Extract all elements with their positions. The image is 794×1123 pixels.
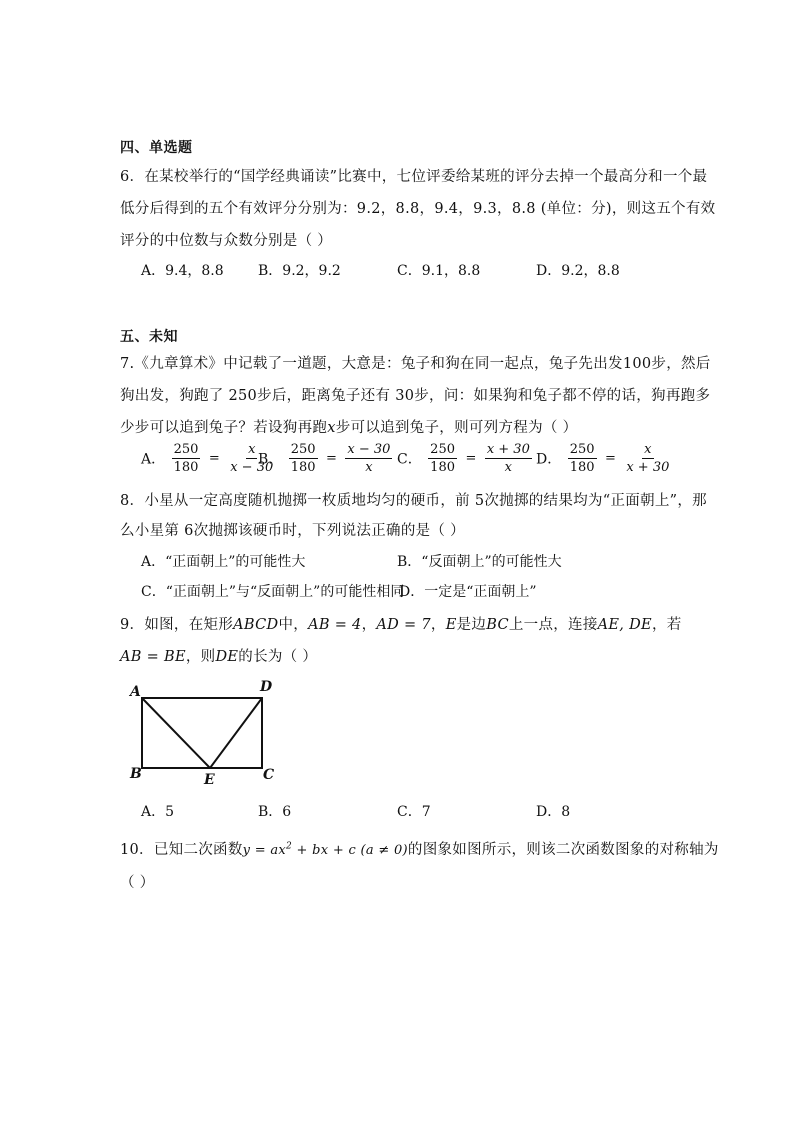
q7-text-line3: 少步可以追到兔子？若设狗再跑x步可以追到兔子，则可列方程为（ ） bbox=[120, 420, 578, 436]
q8-text-line2: 么小星第 6次抛掷该硬币时，下列说法正确的是（ ） bbox=[120, 523, 465, 539]
q10-text-line2: （ ） bbox=[120, 875, 155, 891]
q8-option-b[interactable]: B．“反面朝上”的可能性大 bbox=[397, 554, 562, 570]
q9-option-c[interactable]: C．7 bbox=[397, 804, 431, 820]
q6-option-b[interactable]: B．9.2，9.2 bbox=[258, 263, 341, 279]
q7-option-b[interactable]: B． $\frac{250}{180}$ = $\frac{x - 30}{x}$ bbox=[258, 442, 391, 475]
q6-option-a[interactable]: A．9.4，8.8 bbox=[141, 263, 224, 279]
q9-text-line1: 9．如图，在矩形ABCD中，AB = 4，AD = 7，E是边BC上一点，连接AE, DE，若 bbox=[120, 617, 682, 633]
q6-option-d[interactable]: D．9.2，8.8 bbox=[536, 263, 620, 279]
q9-option-a[interactable]: A．5 bbox=[141, 804, 175, 820]
section-heading-single-choice: 四、单选题 bbox=[120, 140, 193, 156]
q8-option-a[interactable]: A．“正面朝上”的可能性大 bbox=[141, 554, 306, 570]
q8-option-d[interactable]: D．一定是“正面朝上” bbox=[399, 584, 537, 600]
q7-option-d[interactable]: D． $\frac{250}{180}$ = $\frac{x}{x + 30}$ bbox=[536, 442, 670, 475]
q6-option-c[interactable]: C．9.1，8.8 bbox=[397, 263, 481, 279]
vertex-label-b: B bbox=[130, 766, 142, 782]
q9-rectangle-figure bbox=[120, 672, 295, 790]
vertex-label-c: C bbox=[263, 767, 275, 783]
q6-text-line1: 6．在某校举行的“国学经典诵读”比赛中，七位评委给某班的评分去掉一个最高分和一个最 bbox=[120, 169, 708, 185]
q9-option-d[interactable]: D．8 bbox=[536, 804, 571, 820]
segment-de bbox=[210, 698, 262, 768]
segment-ae bbox=[142, 698, 210, 768]
q7-option-a[interactable]: A． $\frac{250}{180}$ = $\frac{x}{x - 30}$ bbox=[141, 442, 274, 475]
q7-text-line1: 7.《九章算术》中记载了一道题，大意是：兔子和狗在同一起点，兔子先出发100步，然后 bbox=[120, 356, 711, 372]
q7-option-c[interactable]: C． $\frac{250}{180}$ = $\frac{x + 30}{x}$ bbox=[397, 442, 530, 475]
q9-text-line2: AB = BE，则DE的长为（ ） bbox=[120, 649, 318, 665]
q7-text-line2: 狗出发，狗跑了 250步后，距离兔子还有 30步，问：如果狗和兔子都不停的话，狗再跑多 bbox=[120, 388, 711, 404]
q9-option-b[interactable]: B．6 bbox=[258, 804, 292, 820]
vertex-label-e: E bbox=[204, 772, 215, 788]
q10-text-line1: 10．已知二次函数$y = ax^2$ + bx + c (a ≠ 0)的图象如图所示，则该二次函数图象的对称轴为 bbox=[120, 841, 719, 858]
q6-text-line2: 低分后得到的五个有效评分分别为：9.2，8.8，9.4，9.3，8.8 (单位：分)，则这五个有效 bbox=[120, 201, 716, 217]
rectangle-abcd bbox=[142, 698, 262, 768]
vertex-label-a: A bbox=[130, 684, 141, 700]
q6-text-line3: 评分的中位数与众数分别是（ ） bbox=[120, 233, 333, 249]
q8-text-line1: 8．小星从一定高度随机抛掷一枚质地均匀的硬币，前 5次抛掷的结果均为“正面朝上”，那 bbox=[120, 493, 707, 509]
section-heading-unknown: 五、未知 bbox=[120, 329, 178, 345]
vertex-label-d: D bbox=[260, 679, 273, 695]
q8-option-c[interactable]: C．“正面朝上”与“反面朝上”的可能性相同 bbox=[141, 584, 405, 600]
